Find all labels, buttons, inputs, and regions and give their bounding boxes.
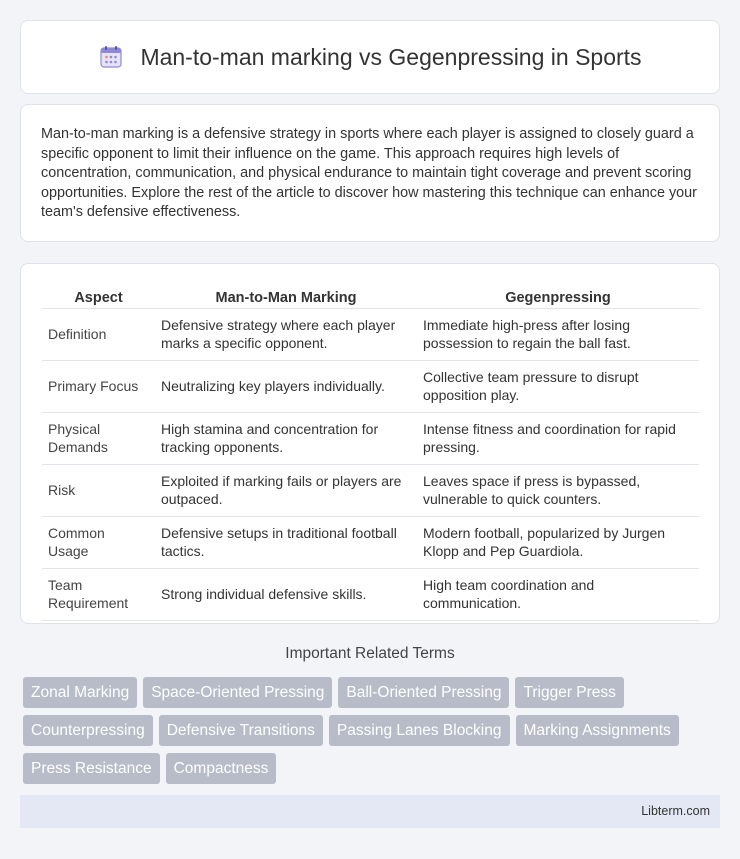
table-row bbox=[42, 309, 699, 361]
related-terms-heading: Important Related Terms bbox=[285, 645, 455, 662]
table-cell: Immediate high-press after losing possession to regain the ball fast. bbox=[417, 309, 699, 361]
table-row bbox=[42, 517, 699, 569]
comparison-table bbox=[42, 284, 699, 621]
table-cell: Strong individual defensive skills. bbox=[155, 569, 417, 621]
intro-card bbox=[20, 104, 720, 242]
column-header: Aspect bbox=[42, 284, 155, 309]
table-cell: Collective team pressure to disrupt opposition play. bbox=[417, 361, 699, 413]
table-cell: High team coordination and communication. bbox=[417, 569, 699, 621]
table-cell: Defensive strategy where each player marks a specific opponent. bbox=[155, 309, 417, 361]
footer-site-link[interactable]: Libterm.com bbox=[641, 804, 710, 818]
table-cell: Physical Demands bbox=[42, 413, 155, 465]
intro-text: Man-to-man marking is a defensive strategy in sports where each player is assigned to closely guard a specific opponent to limit their influence on the game. This approach requires high levels of concentration, communication, and physical endurance to maintain tight coverage and prevent scoring opportunities. Explore the rest of the article to discover how mastering this technique can enhance your team's defensive effectiveness. bbox=[41, 126, 697, 221]
related-term-tag[interactable]: Defensive Transitions bbox=[159, 715, 323, 746]
related-term-tag[interactable]: Marking Assignments bbox=[516, 715, 679, 746]
table-cell: Risk bbox=[42, 465, 155, 517]
related-term-tag[interactable]: Press Resistance bbox=[23, 753, 160, 784]
table-row bbox=[42, 413, 699, 465]
table-row bbox=[42, 465, 699, 517]
footer bbox=[20, 795, 720, 828]
related-term-tag[interactable]: Passing Lanes Blocking bbox=[329, 715, 510, 746]
table-cell: Intense fitness and coordination for rapid pressing. bbox=[417, 413, 699, 465]
related-term-tag[interactable]: Ball-Oriented Pressing bbox=[338, 677, 509, 708]
column-header: Gegenpressing bbox=[417, 284, 699, 309]
related-term-tag[interactable]: Counterpressing bbox=[23, 715, 153, 746]
table-cell: Modern football, popularized by Jurgen Klopp and Pep Guardiola. bbox=[417, 517, 699, 569]
related-term-tag[interactable]: Compactness bbox=[166, 753, 277, 784]
table-header-row bbox=[42, 284, 699, 309]
table-cell: High stamina and concentration for tracking opponents. bbox=[155, 413, 417, 465]
table-cell: Primary Focus bbox=[42, 361, 155, 413]
table-row bbox=[42, 569, 699, 621]
table-row bbox=[42, 361, 699, 413]
related-terms-list bbox=[23, 677, 723, 784]
table-cell: Common Usage bbox=[42, 517, 155, 569]
table-cell: Defensive setups in traditional football tactics. bbox=[155, 517, 417, 569]
related-term-tag[interactable]: Trigger Press bbox=[515, 677, 623, 708]
table-cell: Exploited if marking fails or players are outpaced. bbox=[155, 465, 417, 517]
comparison-table-card bbox=[20, 263, 720, 624]
table-cell: Team Requirement bbox=[42, 569, 155, 621]
header-card bbox=[20, 20, 720, 94]
column-header: Man-to-Man Marking bbox=[155, 284, 417, 309]
page-title: Man-to-man marking vs Gegenpressing in Sports bbox=[140, 43, 642, 70]
related-term-tag[interactable]: Zonal Marking bbox=[23, 677, 137, 708]
related-term-tag[interactable]: Space-Oriented Pressing bbox=[143, 677, 332, 708]
table-cell: Leaves space if press is bypassed, vulnerable to quick counters. bbox=[417, 465, 699, 517]
table-cell: Neutralizing key players individually. bbox=[155, 361, 417, 413]
calendar-icon bbox=[98, 44, 124, 70]
table-cell: Definition bbox=[42, 309, 155, 361]
